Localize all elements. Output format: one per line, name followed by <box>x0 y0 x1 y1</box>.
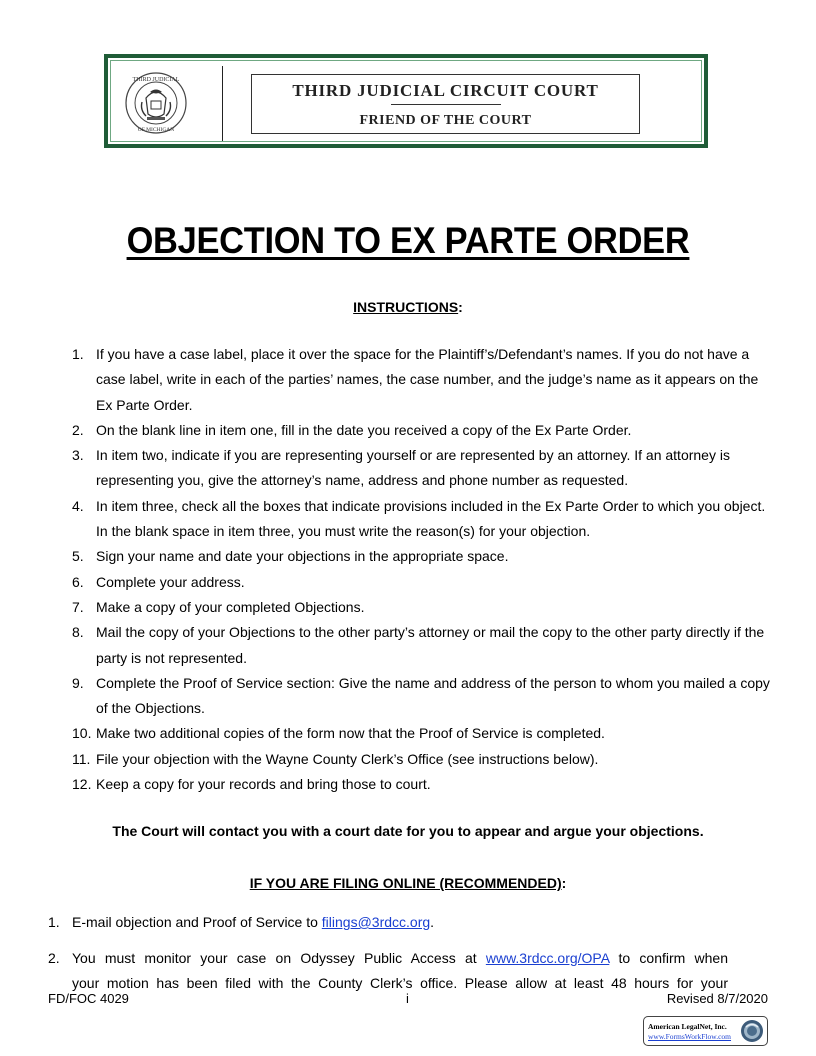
court-header <box>104 54 708 148</box>
item-text: Make a copy of your completed Objections. <box>96 598 365 615</box>
online-filing-heading-text: IF YOU ARE FILING ONLINE (RECOMMENDED) <box>249 875 562 891</box>
page-number: i <box>406 991 409 1006</box>
court-name-rule <box>391 104 501 105</box>
court-name-box <box>251 74 640 134</box>
instruction-item <box>72 342 772 418</box>
item-text: In item two, indicate if you are representing yourself or are represented by an attorney. If an attorney is representing you, give the attorney’s name, address and phone number as requested. <box>96 447 730 489</box>
globe-logo-icon <box>740 1019 764 1043</box>
instruction-item <box>72 595 772 620</box>
instruction-item <box>72 570 772 595</box>
instruction-item <box>72 494 772 545</box>
item-text: Mail the copy of your Objections to the other party’s attorney or mail the copy to the other party directly if the party is not represented. <box>96 624 765 666</box>
instructions-list <box>72 342 772 797</box>
svg-text:THIRD JUDICIAL: THIRD JUDICIAL <box>132 77 180 83</box>
item-text: If you have a case label, place it over the space for the Plaintiff’s/Defendant’s names. If you do not have a case label, write in each of the parties’ names, the case number, and the judge’s name as it appears on the Ex Parte Order. <box>96 346 759 413</box>
item-number: 5. <box>72 548 84 565</box>
item-text: Complete the Proof of Service section: Give the name and address of the person to whom you mailed a copy of the Objections. <box>96 674 770 717</box>
instruction-item <box>72 443 772 494</box>
item-number: 12. <box>72 776 92 793</box>
step-text: You must monitor your case on Odyssey Public Access at <box>72 950 486 966</box>
court-name: THIRD JUDICIAL CIRCUIT COURT <box>292 81 599 100</box>
instructions-heading-colon: : <box>458 299 463 315</box>
instructions-heading <box>0 299 816 315</box>
instruction-item <box>72 671 772 722</box>
item-number: 11. <box>72 750 91 767</box>
item-number: 4. <box>72 497 84 514</box>
step-number: 1. <box>48 914 60 930</box>
instruction-item <box>72 772 772 797</box>
badge-company: American LegalNet, Inc. <box>648 1022 727 1031</box>
item-number: 9. <box>72 674 84 691</box>
instruction-item <box>72 418 772 443</box>
item-text: On the blank line in item one, fill in the date you received a copy of the Ex Parte Order. <box>96 421 632 438</box>
online-filing-steps <box>48 910 728 996</box>
step-line-2: your motion has been filed with the County Clerk’s office. Please allow at least 48 hours for your <box>72 975 728 991</box>
header-divider <box>222 66 223 142</box>
item-number: 10. <box>72 725 92 742</box>
instructions-heading-text: INSTRUCTIONS <box>353 299 459 315</box>
item-text: Make two additional copies of the form now that the Proof of Service is completed. <box>96 725 605 742</box>
item-number: 8. <box>72 624 84 641</box>
item-text: File your objection with the Wayne County Clerk’s Office (see instructions below). <box>96 750 599 767</box>
filings-email-link[interactable]: filings@3rdcc.org <box>321 914 431 930</box>
michigan-seal-icon <box>124 68 188 138</box>
form-number: FD/FOC 4029 <box>48 991 129 1006</box>
step-text-end: to confirm when <box>609 950 728 966</box>
step-text: E-mail objection and Proof of Service to <box>72 914 322 930</box>
online-step <box>48 910 728 935</box>
document-title: OBJECTION TO EX PARTE ORDER <box>126 220 690 261</box>
item-number: 6. <box>72 573 84 590</box>
american-legalnet-badge[interactable] <box>643 1016 768 1046</box>
item-text: Complete your address. <box>96 573 245 590</box>
item-number: 1. <box>72 346 84 362</box>
item-number: 2. <box>72 421 84 438</box>
item-text: Sign your name and date your objections in the appropriate space. <box>96 548 509 565</box>
instruction-item <box>72 721 772 746</box>
svg-text:OF MICHIGAN: OF MICHIGAN <box>137 127 175 133</box>
opa-link[interactable]: www.3rdcc.org/OPA <box>485 950 610 966</box>
item-text: Keep a copy for your records and bring those to court. <box>96 776 431 793</box>
instruction-item <box>72 620 772 671</box>
instruction-item <box>72 747 772 772</box>
online-step <box>48 946 728 996</box>
step-text-end: . <box>430 914 435 930</box>
revised-date: Revised 8/7/2020 <box>666 991 768 1006</box>
item-number: 3. <box>72 447 84 464</box>
instruction-item <box>72 544 772 569</box>
online-filing-heading-colon: : <box>561 875 567 891</box>
court-contact-note: The Court will contact you with a court date for you to appear and argue your objections. <box>112 823 704 839</box>
step-line-1 <box>72 946 728 971</box>
court-subtitle: FRIEND OF THE COURT <box>359 113 532 128</box>
badge-url-link[interactable]: www.FormsWorkFlow.com <box>648 1032 732 1041</box>
online-filing-heading <box>0 875 816 891</box>
item-text: In item three, check all the boxes that indicate provisions included in the Ex Parte Order to which you object. In the blank space in item three, you must write the reason(s) for your objection. <box>96 497 766 540</box>
item-number: 7. <box>72 598 84 615</box>
step-number: 2. <box>48 950 60 966</box>
